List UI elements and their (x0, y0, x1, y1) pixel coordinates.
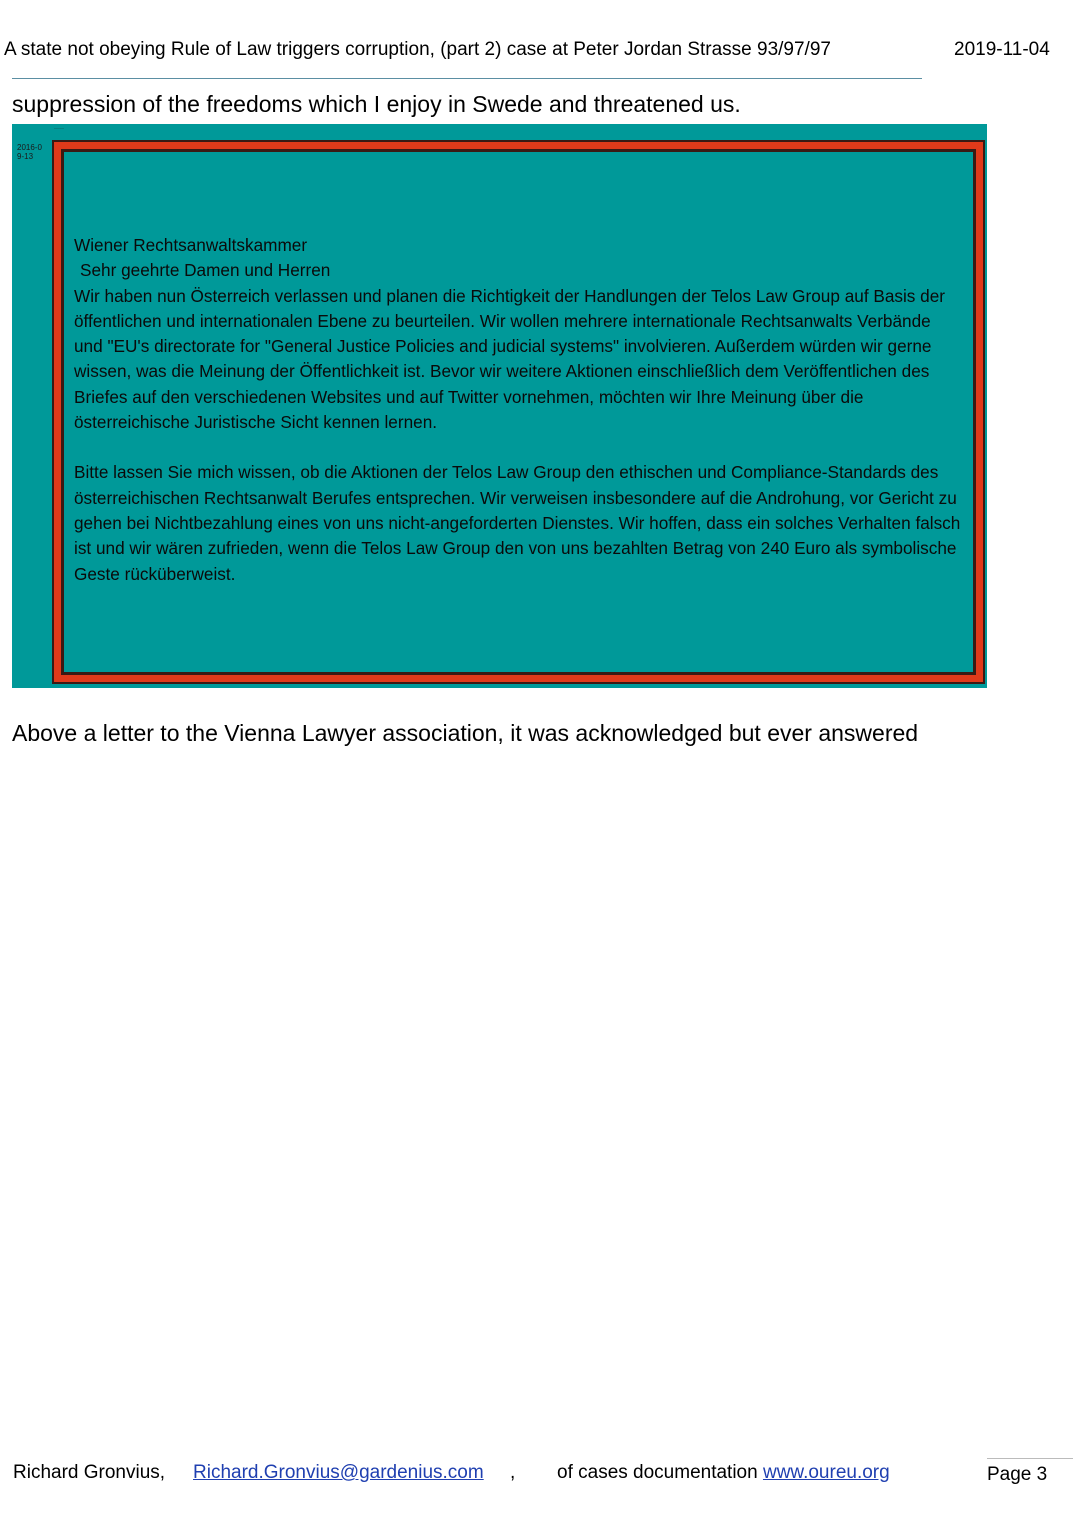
footer-divider (987, 1458, 1073, 1459)
footer-page-number: Page 3 (987, 1464, 1048, 1485)
header-divider (12, 78, 922, 79)
footer-cases-documentation (557, 1461, 890, 1485)
letter-caption: Above a letter to the Vienna Lawyer association, it was acknowledged but ever answered (12, 720, 919, 746)
footer-website-link[interactable]: www.oureu.org (762, 1462, 890, 1483)
footer-comma: , (510, 1462, 516, 1483)
intro-text-line: suppression of the freedoms which I enjoy in Swede and threatened us. (12, 91, 741, 117)
footer-cases-label: of cases documentation (557, 1462, 758, 1483)
footer-author: Richard Gronvius, (13, 1462, 166, 1483)
letter-paragraph-1: Wir haben nun Österreich verlassen und planen die Richtigkeit der Handlungen der Telos Law Group auf Basis der öffentlichen und internationalen Ebene zu beurteilen. Wir wollen mehrere internationale Rechtsanwalts Verbände und "EU's directorate for "General Justice Policies and judicial systems" involvieren. Außerdem würden wir gerne wissen, was die Meinung der Öffentlichkeit ist. Bevor wir weitere Aktionen einschließlich dem Veröffentlichen des Briefes auf den verschiedenen Websites und auf Twitter vornehmen, möchten wir Ihre Meinung über die österreichische Juristische Sicht kennen lernen. (74, 285, 946, 433)
letter-screenshot (12, 124, 987, 688)
document-header-title: A state not obeying Rule of Law triggers corruption, (part 2) case at Peter Jordan Strasse 93/97/97 (4, 39, 831, 60)
footer-email-link[interactable]: Richard.Gronvius@gardenius.com (193, 1462, 484, 1483)
document-header-date: 2019-11-04 (954, 39, 1050, 60)
letter-recipient: Wiener Rechtsanwaltskammer (74, 235, 308, 255)
letter-corner-mark: ····· (54, 126, 64, 132)
paragraph-gap (74, 435, 964, 460)
letter-body (74, 233, 964, 587)
letter-date-tag (17, 143, 43, 161)
letter-date-text: 2016-09-13 (17, 143, 42, 161)
letter-greeting: Sehr geehrte Damen und Herren (80, 260, 331, 281)
letter-paragraph-2: Bitte lassen Sie mich wissen, ob die Aktionen der Telos Law Group den ethischen und Compliance-Standards des österreichischen Rechtsanwalt Berufes entsprechen. Wir verweisen insbesondere auf die Androhung, vor Gericht zu gehen bei Nichtbezahlung eines von uns nicht-angeforderten Dienstes. Wir hoffen, dass ein solches Verhalten falsch ist und wir wären zufrieden, wenn die Telos Law Group den von uns bezahlten Betrag von 240 Euro als symbolische Geste rücküberweist. (74, 462, 961, 584)
